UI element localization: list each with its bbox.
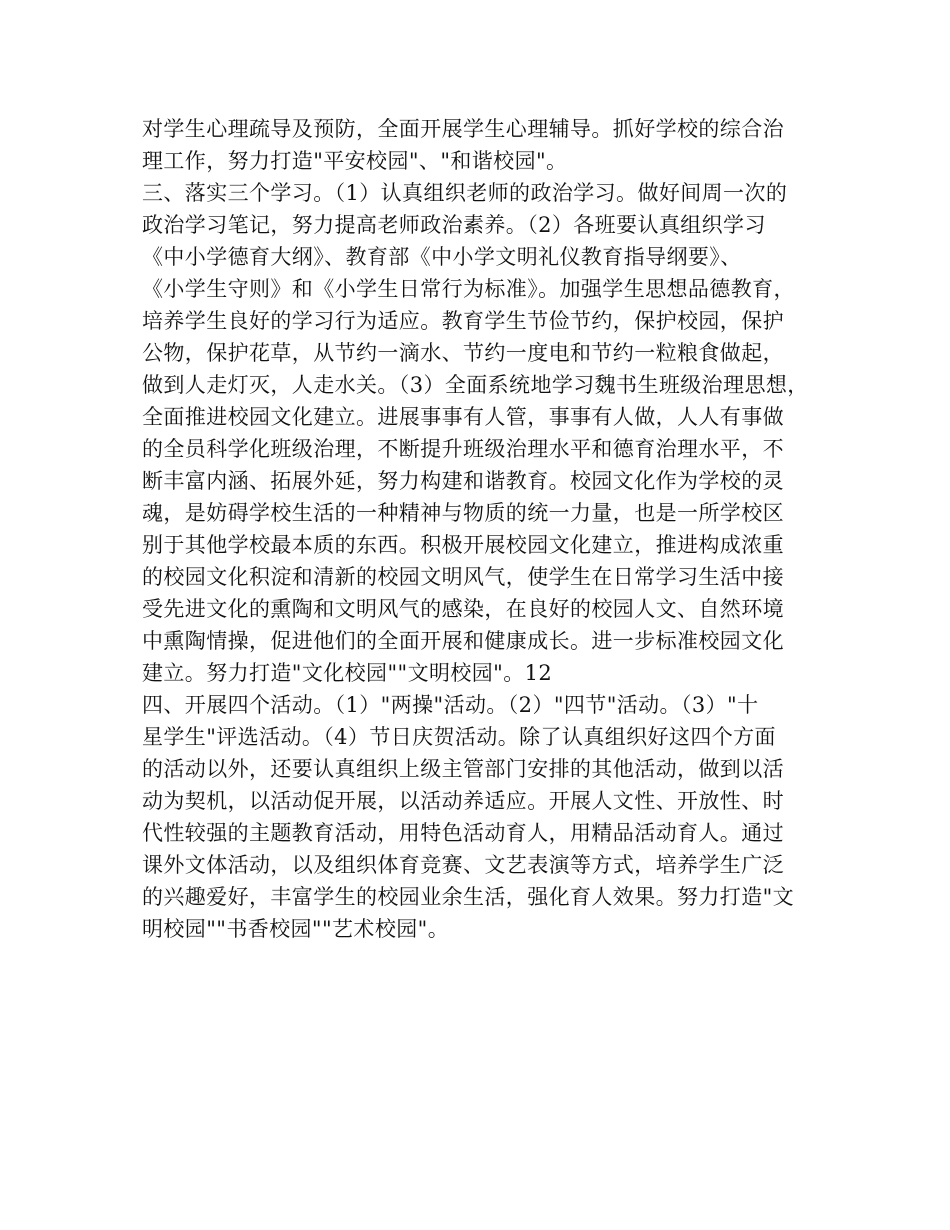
text-line: 断丰富内涵、拓展外延，努力构建和谐教育。校园文化作为学校的灵	[142, 469, 784, 493]
document-body	[142, 113, 842, 945]
text-line: 《中小学德育大纲》、教育部《中小学文明礼仪教育指导纲要》、	[142, 245, 742, 269]
text-line: 公物，保护花草，从节约一滴水、节约一度电和节约一粒粮食做起，	[142, 341, 784, 365]
text-line: 课外文体活动，以及组织体育竞赛、文艺表演等方式，培养学生广泛	[142, 853, 784, 877]
text-line: 别于其他学校最本质的东西。积极开展校园文化建立，推进构成浓重	[142, 533, 784, 557]
text-line: 做到人走灯灭，人走水关。（3）全面系统地学习魏书生班级治理思想，	[142, 373, 809, 397]
section-four-heading-line: 四、开展四个活动。（1）"两操"活动。（2）"四节"活动。（3）"十	[142, 693, 759, 717]
text-line: 培养学生良好的学习行为适应。教育学生节俭节约，保护校园，保护	[142, 309, 784, 333]
text-line: 理工作，努力打造"平安校园"、"和谐校园"。	[142, 149, 568, 173]
text-line: 动为契机，以活动促开展，以活动养适应。开展人文性、开放性、时	[142, 789, 784, 813]
text-line: 星学生"评选活动。（4）节日庆贺活动。除了认真组织好这四个方面	[142, 725, 776, 749]
text-line: 中熏陶情操，促进他们的全面开展和健康成长。进一步标准校园文化	[142, 629, 784, 653]
text-line: 的活动以外，还要认真组织上级主管部门安排的其他活动，做到以活	[142, 757, 784, 781]
text-line: 《小学生守则》和《小学生日常行为标准》。加强学生思想品德教育，	[142, 277, 795, 301]
text-line: 明校园""书香校园""艺术校园"。	[142, 917, 450, 941]
text-line: 对学生心理疏导及预防，全面开展学生心理辅导。抓好学校的综合治	[142, 117, 784, 141]
text-line: 建立。努力打造"文化校园""文明校园"。12	[142, 661, 553, 685]
text-line: 的兴趣爱好，丰富学生的校园业余生活，强化育人效果。努力打造"文	[142, 885, 795, 909]
text-line: 的校园文化积淀和清新的校园文明风气，使学生在日常学习生活中接	[142, 565, 784, 589]
text-line: 的全员科学化班级治理，不断提升班级治理水平和德育治理水平，不	[142, 437, 784, 461]
text-line: 代性较强的主题教育活动，用特色活动育人，用精品活动育人。通过	[142, 821, 784, 845]
text-line: 全面推进校园文化建立。进展事事有人管，事事有人做，人人有事做	[142, 405, 784, 429]
section-three-heading-line: 三、落实三个学习。（1）认真组织老师的政治学习。做好间周一次的	[142, 181, 788, 205]
text-line: 政治学习笔记，努力提高老师政治素养。（2）各班要认真组织学习	[142, 213, 766, 237]
text-line: 受先进文化的熏陶和文明风气的感染，在良好的校园人文、自然环境	[142, 597, 784, 621]
text-line: 魂，是妨碍学校生活的一种精神与物质的统一力量，也是一所学校区	[142, 501, 784, 525]
